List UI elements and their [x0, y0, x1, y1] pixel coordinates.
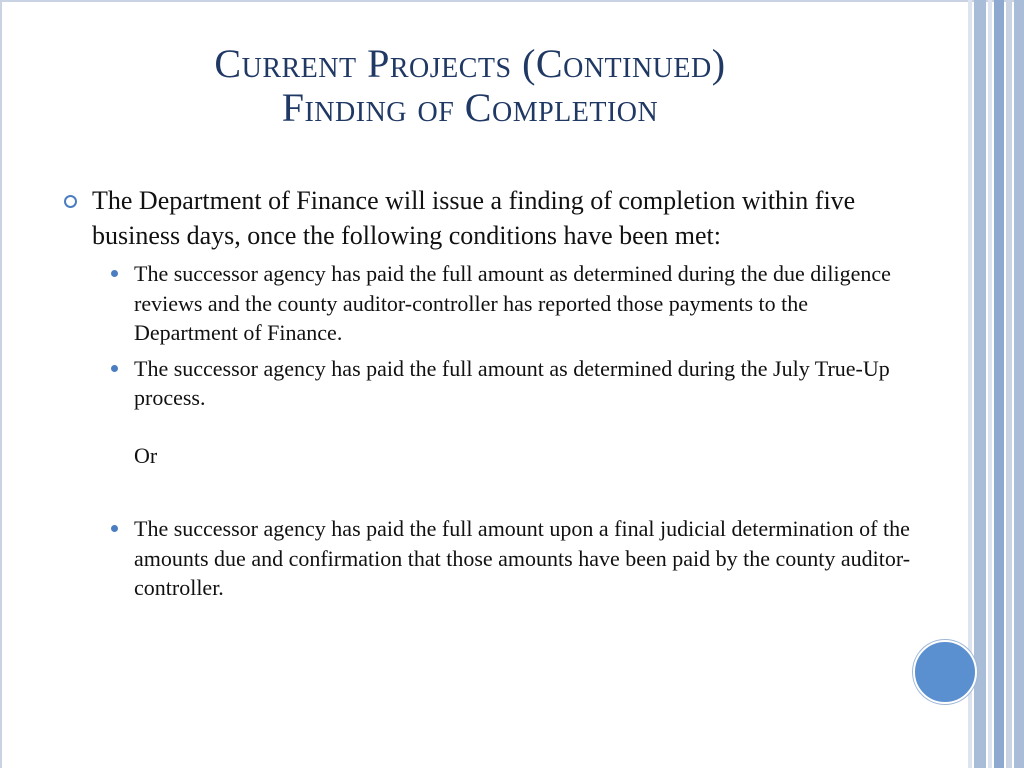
dot-bullet-icon [111, 270, 118, 277]
right-stripe-border [968, 0, 1024, 768]
sub-bullet-list [62, 259, 912, 603]
stripe-3 [988, 0, 992, 768]
main-bullet-text: The Department of Finance will issue a finding of completion within five business days, once the following conditions have been met: [92, 186, 856, 250]
or-separator: Or [134, 442, 158, 468]
stripe-5 [1006, 0, 1012, 768]
sub-bullet-text: The successor agency has paid the full amount upon a final judicial determination of the amounts due and confirmation that those amounts have been paid by the county auditor-controller. [134, 516, 911, 600]
stripe-2 [974, 0, 986, 768]
ring-bullet-icon [64, 195, 77, 208]
stripe-4 [994, 0, 1004, 768]
main-bullet-item [62, 183, 912, 253]
dot-bullet-icon [111, 365, 118, 372]
dot-bullet-icon [111, 525, 118, 532]
decorative-circle [913, 640, 977, 704]
top-border [0, 0, 1024, 2]
slide-body [62, 183, 912, 609]
slide-title [60, 42, 880, 130]
stripe-6 [1014, 0, 1024, 768]
sub-bullet-text: The successor agency has paid the full amount as determined during the July True-Up process. [134, 355, 890, 410]
title-line-2: Finding of Completion [281, 85, 659, 130]
left-border [0, 0, 2, 768]
sub-bullet-text: The successor agency has paid the full amount as determined during the due diligence reviews and the county auditor-controller has reported those payments to the Department of Finance. [134, 261, 891, 345]
title-line-1: Current Projects (Continued) [214, 41, 726, 86]
sub-bullet-item [104, 514, 912, 603]
sub-bullet-item [104, 259, 912, 348]
sub-bullet-item [104, 354, 912, 413]
